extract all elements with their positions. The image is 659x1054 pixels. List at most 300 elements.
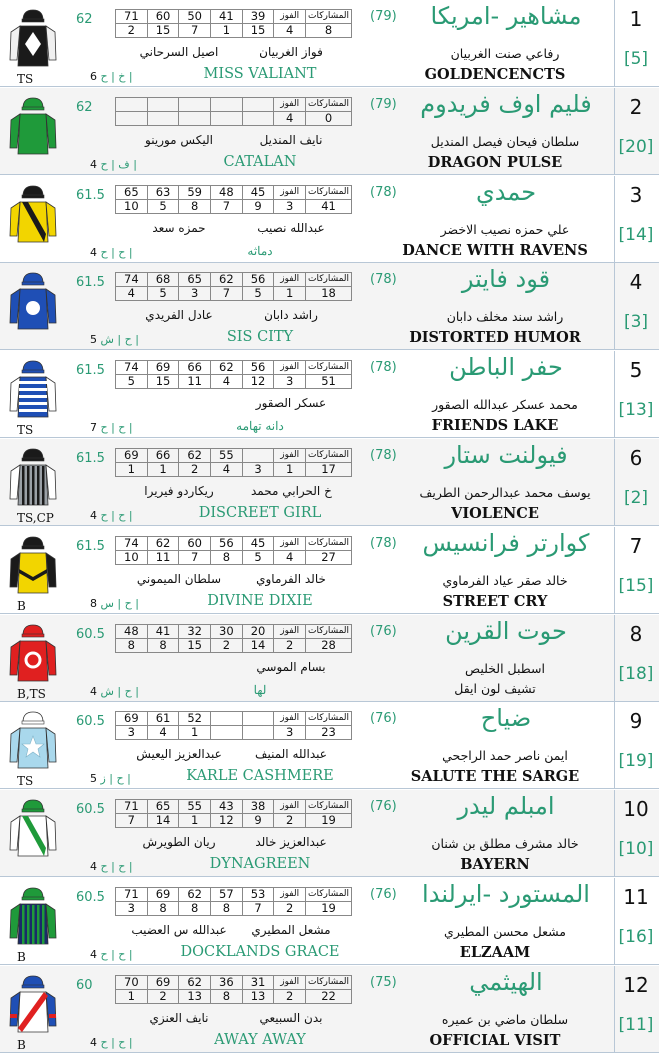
draw-position: [13] [618, 400, 654, 421]
jockey-silk-icon [8, 623, 58, 685]
stats-bottom-row [116, 199, 352, 213]
stat-cell: 70 [116, 975, 148, 989]
age-number: 4 [90, 157, 97, 171]
jockey-name: راشد دابان [264, 308, 318, 323]
carried-weight: 61.5 [76, 451, 105, 466]
wins-count: 3 [274, 199, 306, 213]
stat-cell: 55 [211, 449, 243, 463]
horse-number: 12 [623, 972, 649, 997]
medication-code: TS [17, 423, 34, 438]
stat-cell: 7 [116, 814, 148, 828]
stat-cell: 30 [211, 624, 243, 638]
age-number: 8 [90, 596, 97, 610]
age-code: ح | ح | [100, 1035, 133, 1049]
wins-count: 4 [274, 24, 306, 38]
form-stats-table [115, 799, 352, 828]
stat-cell: 50 [179, 10, 211, 24]
runs-count: 28 [306, 638, 352, 652]
form-stats-table [115, 711, 352, 740]
column-divider [614, 176, 615, 262]
stat-cell: 69 [147, 361, 179, 375]
age-number: 4 [90, 509, 97, 522]
stat-cell [242, 712, 274, 726]
form-stats-table [115, 97, 352, 126]
sire-name: BAYERN [460, 856, 530, 874]
stat-cell: 61 [147, 712, 179, 726]
stat-cell: 62 [147, 536, 179, 550]
stat-cell: 48 [211, 185, 243, 199]
jockey-silk-icon [8, 184, 58, 246]
carried-weight: 60.5 [76, 802, 105, 818]
horse-number: 3 [629, 182, 643, 207]
runs-count: 17 [306, 463, 352, 477]
stat-cell: 3 [179, 287, 211, 301]
dam-name: AWAY AWAY [214, 1031, 306, 1048]
stat-cell [116, 111, 148, 125]
stat-cell: 69 [147, 975, 179, 989]
owner-name: محمد عسكر عبدالله الصقور [432, 397, 578, 413]
horse-row [0, 439, 659, 526]
dam-name: DYNAGREEN [209, 856, 311, 873]
owner-name: رفاعي صنت الغربيان [450, 46, 560, 61]
age-code: ح | ح | [100, 860, 133, 874]
draw-position: [5] [623, 49, 649, 69]
sire-name: VIOLENCE [451, 505, 539, 522]
stat-cell: 36 [211, 975, 243, 989]
stat-cell: 9 [242, 199, 274, 213]
stat-cell: 48 [116, 624, 148, 638]
owner-name: مشعل محسن المطيري [444, 924, 566, 939]
wins-header: الفوز [274, 888, 306, 902]
trainer-name: سلطان الميموني [136, 571, 222, 586]
draw-position: [15] [618, 575, 654, 596]
wins-count: 1 [274, 463, 306, 477]
wins-header: الفوز [274, 712, 306, 726]
runs-header: المشاركات [306, 97, 352, 111]
stat-cell: 2 [147, 989, 179, 1003]
stat-cell: 1 [211, 24, 243, 38]
horse-name: كوارتر فرانسيس [422, 528, 590, 557]
jockey-name: خ الحرابي محمد [251, 484, 332, 498]
stat-cell: 63 [147, 185, 179, 199]
age-code: ح | ح | [100, 421, 133, 435]
carried-weight: 61.5 [76, 187, 105, 203]
stats-top-row [116, 624, 352, 638]
horse-rating: (76) [370, 799, 397, 815]
stat-cell: 15 [147, 375, 179, 389]
stats-top-row [116, 800, 352, 814]
trainer-name: عبدالله س العضيب [131, 923, 227, 937]
wins-header: الفوز [274, 975, 306, 989]
stat-cell: 65 [147, 800, 179, 814]
jockey-silk-icon [8, 710, 58, 772]
stat-cell: 7 [211, 287, 243, 301]
column-divider [614, 878, 615, 964]
stat-cell: 71 [116, 800, 148, 814]
horse-number: 9 [629, 709, 643, 734]
stats-bottom-row [116, 638, 352, 652]
trainer-name: عادل الفريدي [145, 308, 213, 323]
medication-code: B,TS [17, 686, 46, 701]
trainer-name: نايف العنزي [149, 1010, 209, 1025]
stat-cell: 45 [242, 185, 274, 199]
stat-cell: 5 [242, 287, 274, 301]
sire-name: SALUTE THE SARGE [410, 768, 580, 786]
owner-name: اسطبل الخليص [465, 660, 545, 676]
carried-weight: 61.5 [76, 538, 105, 554]
age-sex-info [90, 246, 133, 259]
runs-count: 19 [306, 814, 352, 828]
medication-code: B [17, 950, 26, 964]
horse-rating: (76) [370, 887, 397, 902]
sire-name: تشيف لون ايقل [454, 680, 536, 696]
stat-cell: 13 [179, 989, 211, 1003]
carried-weight: 62 [76, 12, 93, 27]
runs-header: المشاركات [306, 361, 352, 375]
sire-name: DANCE WITH RAVENS [402, 241, 588, 259]
column-divider [614, 351, 615, 437]
age-code: ح | ش | [100, 684, 139, 698]
horse-name: الهيثمي [469, 967, 543, 996]
runs-count: 0 [306, 111, 352, 125]
horse-number: 4 [629, 270, 643, 295]
owner-name: سلطان فيحان فيصل المنديل [430, 133, 580, 149]
stat-cell: 74 [116, 361, 148, 375]
owner-name: يوسف محمد عبدالرحمن الطريف [419, 485, 591, 500]
stat-cell: 55 [179, 800, 211, 814]
stats-top-row [116, 97, 352, 111]
dam-name: DOCKLANDS GRACE [180, 944, 340, 960]
age-number: 4 [90, 1035, 97, 1049]
wins-count: 4 [274, 550, 306, 564]
owner-name: راشد سند مخلف دابان [446, 309, 564, 325]
stat-cell: 14 [147, 814, 179, 828]
jockey-silk-icon [8, 8, 58, 70]
draw-position: [18] [618, 663, 654, 684]
sire-name: ELZAAM [459, 944, 531, 961]
horse-rating: (78) [370, 184, 397, 200]
carried-weight: 60.5 [76, 714, 105, 730]
stat-cell: 8 [179, 902, 211, 916]
stat-cell: 32 [179, 624, 211, 638]
age-sex-info [90, 70, 133, 83]
draw-position: [19] [618, 751, 654, 772]
stat-cell: 71 [116, 10, 148, 24]
horse-rating: (79) [370, 96, 397, 112]
dam-name: SIS CITY [226, 329, 294, 346]
stat-cell: 5 [242, 550, 274, 564]
wins-count: 2 [274, 902, 306, 916]
age-sex-info [90, 333, 139, 346]
age-sex-info [90, 421, 133, 434]
carried-weight: 62 [76, 99, 93, 115]
stat-cell: 31 [242, 975, 274, 989]
stat-cell [242, 726, 274, 740]
jockey-silk-icon [8, 96, 58, 158]
stat-cell: 8 [147, 902, 179, 916]
stats-bottom-row [116, 111, 352, 125]
stat-cell: 74 [116, 536, 148, 550]
stat-cell: 56 [242, 273, 274, 287]
dam-name: DISCREET GIRL [198, 505, 322, 521]
stat-cell: 1 [116, 463, 148, 477]
runs-header: المشاركات [306, 712, 352, 726]
stats-bottom-row [116, 989, 352, 1003]
stats-bottom-row [116, 902, 352, 916]
stats-top-row [116, 449, 352, 463]
stat-cell [242, 97, 274, 111]
medication-code: B [17, 598, 26, 613]
stat-cell: 8 [116, 638, 148, 652]
horse-name: مشاهير -امريكا [430, 2, 582, 30]
horse-rating: (76) [370, 623, 397, 639]
age-number: 5 [90, 333, 97, 347]
jockey-name: عبدالله نصيب [257, 220, 325, 235]
form-stats-table [115, 272, 352, 301]
horse-name: حفر الباطن [449, 353, 563, 382]
stat-cell: 65 [179, 273, 211, 287]
stat-cell: 2 [211, 638, 243, 652]
jockey-name: مشعل المطيري [251, 923, 331, 937]
stats-top-row [116, 273, 352, 287]
stats-top-row [116, 361, 352, 375]
column-divider [614, 0, 615, 86]
stats-bottom-row [116, 24, 352, 38]
column-divider [614, 702, 615, 788]
stat-cell: 7 [242, 902, 274, 916]
owner-name: خالد مشرف مطلق بن شنان [431, 836, 579, 852]
horse-row [0, 966, 659, 1053]
stat-cell: 1 [179, 814, 211, 828]
carried-weight: 60.5 [76, 626, 105, 642]
stat-cell: 13 [242, 989, 274, 1003]
horse-rating: (78) [370, 360, 397, 376]
horse-name: امبلم ليدر [457, 792, 555, 821]
trainer-name: اصيل السرحاني [139, 45, 219, 59]
horse-number: 8 [629, 621, 643, 646]
stat-cell [242, 449, 274, 463]
runs-count: 22 [306, 989, 352, 1003]
wins-count: 2 [274, 814, 306, 828]
dam-name: CATALAN [223, 153, 297, 170]
stats-top-row [116, 536, 352, 550]
age-sex-info [90, 509, 133, 522]
jockey-silk-icon [8, 359, 58, 421]
stat-cell: 57 [211, 888, 243, 902]
dam-name: دانه تهامه [236, 419, 284, 434]
stat-cell: 41 [147, 624, 179, 638]
wins-header: الفوز [274, 10, 306, 24]
jockey-name: فواز الغربيان [259, 45, 323, 59]
age-sex-info [90, 860, 133, 873]
stat-cell: 69 [116, 449, 148, 463]
trainer-name: ريكاردو فيريرا [144, 484, 214, 498]
carried-weight: 60 [76, 977, 93, 993]
column-divider [614, 88, 615, 174]
jockey-silk-icon [8, 974, 58, 1036]
stat-cell: 66 [147, 449, 179, 463]
stat-cell: 1 [147, 463, 179, 477]
stat-cell: 3 [116, 902, 148, 916]
stat-cell: 52 [179, 712, 211, 726]
runs-count: 19 [306, 902, 352, 916]
age-number: 4 [90, 948, 97, 961]
age-number: 6 [90, 70, 97, 83]
stats-top-row [116, 888, 352, 902]
age-number: 4 [90, 860, 97, 874]
jockey-name: عبدالله المنيف [255, 747, 327, 762]
stat-cell: 1 [179, 726, 211, 740]
wins-header: الفوز [274, 97, 306, 111]
stat-cell [179, 111, 211, 125]
horse-row [0, 615, 659, 702]
draw-position: [10] [618, 839, 654, 860]
draw-position: [14] [618, 224, 654, 245]
jockey-name: عبدالعزيز خالد [255, 835, 327, 850]
stat-cell: 69 [147, 888, 179, 902]
horse-row [0, 702, 659, 789]
age-code: ف | ح | [100, 157, 137, 171]
stats-bottom-row [116, 463, 352, 477]
wins-header: الفوز [274, 449, 306, 463]
runs-count: 41 [306, 199, 352, 213]
sire-name: GOLDENCENCTS [424, 66, 566, 83]
stat-cell [179, 97, 211, 111]
age-number: 4 [90, 684, 97, 698]
stat-cell: 20 [242, 624, 274, 638]
sire-name: STREET CRY [442, 592, 548, 610]
stat-cell: 45 [242, 536, 274, 550]
horse-rating: (78) [370, 448, 397, 463]
carried-weight: 61.5 [76, 363, 105, 379]
stat-cell: 62 [211, 273, 243, 287]
stat-cell [147, 97, 179, 111]
stats-bottom-row [116, 550, 352, 564]
carried-weight: 61.5 [76, 275, 105, 291]
stat-cell: 2 [116, 24, 148, 38]
runs-header: المشاركات [306, 185, 352, 199]
wins-header: الفوز [274, 800, 306, 814]
stat-cell: 60 [147, 10, 179, 24]
horse-row [0, 790, 659, 877]
jockey-name: خالد الفرماوي [256, 571, 326, 586]
stat-cell: 4 [147, 726, 179, 740]
age-number: 4 [90, 245, 97, 259]
age-sex-info [90, 772, 131, 785]
stat-cell: 8 [211, 902, 243, 916]
stat-cell: 5 [147, 287, 179, 301]
stat-cell: 14 [242, 638, 274, 652]
horse-rating: (76) [370, 711, 397, 727]
horse-number: 10 [623, 797, 649, 822]
horse-name: المستورد -ايرلندا [422, 880, 590, 908]
horse-name: ضياح [480, 704, 532, 733]
trainer-name: اليكس مورينو [145, 132, 213, 147]
stat-cell: 74 [116, 273, 148, 287]
stats-top-row [116, 10, 352, 24]
stat-cell [211, 97, 243, 111]
stat-cell [211, 111, 243, 125]
carried-weight: 60.5 [76, 890, 105, 905]
draw-position: [20] [618, 136, 654, 157]
stat-cell: 69 [116, 712, 148, 726]
runs-header: المشاركات [306, 273, 352, 287]
wins-count: 3 [274, 375, 306, 389]
dam-name: KARLE CASHMERE [186, 768, 334, 785]
wins-count: 1 [274, 287, 306, 301]
stat-cell [211, 712, 243, 726]
runs-header: المشاركات [306, 624, 352, 638]
age-code: ح | ش | [100, 333, 139, 347]
form-stats-table [115, 887, 352, 916]
stat-cell: 4 [211, 375, 243, 389]
stat-cell: 8 [211, 550, 243, 564]
owner-name: سلطان ماضي بن عميره [441, 1011, 569, 1027]
trainer-name: عبدالعزيز اليعيش [136, 747, 222, 762]
draw-position: [16] [618, 927, 654, 947]
stat-cell: 11 [179, 375, 211, 389]
stat-cell: 39 [242, 10, 274, 24]
runs-header: المشاركات [306, 10, 352, 24]
sire-name: FRIENDS LAKE [431, 417, 559, 435]
age-code: خ | ح | [100, 70, 133, 83]
horse-name: حمدي [475, 177, 537, 206]
age-sex-info [90, 597, 139, 610]
stat-cell: 5 [147, 199, 179, 213]
horse-rating: (78) [370, 535, 397, 551]
stat-cell: 2 [179, 463, 211, 477]
stat-cell: 15 [147, 24, 179, 38]
dam-name: DIVINE DIXIE [207, 592, 313, 609]
stat-cell: 62 [179, 888, 211, 902]
sire-name: OFFICIAL VISIT [429, 1031, 561, 1049]
age-sex-info [90, 158, 137, 171]
horse-name: فليم اوف فريدوم [420, 89, 592, 118]
stat-cell: 62 [211, 361, 243, 375]
stat-cell: 15 [179, 638, 211, 652]
age-code: ح | ز | [100, 772, 131, 786]
runs-header: المشاركات [306, 536, 352, 550]
stat-cell: 4 [211, 463, 243, 477]
stats-top-row [116, 712, 352, 726]
dam-name: دماثه [247, 243, 273, 258]
stat-cell: 38 [242, 800, 274, 814]
stat-cell: 8 [211, 989, 243, 1003]
column-divider [614, 615, 615, 701]
stat-cell: 9 [242, 814, 274, 828]
wins-count: 2 [274, 638, 306, 652]
age-number: 5 [90, 772, 97, 786]
stat-cell [242, 111, 274, 125]
column-divider [614, 527, 615, 613]
horse-number: 2 [629, 94, 643, 119]
stat-cell: 15 [242, 24, 274, 38]
column-divider [614, 439, 615, 525]
owner-name: خالد صقر عياد الفرماوي [442, 572, 568, 588]
horse-row [0, 0, 659, 87]
age-code: ح | ح | [100, 948, 133, 961]
sire-name: DISTORTED HUMOR [409, 329, 581, 347]
jockey-silk-icon [8, 886, 58, 948]
stat-cell: 7 [179, 24, 211, 38]
wins-header: الفوز [274, 536, 306, 550]
jockey-silk-icon [8, 798, 58, 860]
age-code: ح | س | [100, 596, 139, 610]
stat-cell: 7 [179, 550, 211, 564]
runs-header: المشاركات [306, 449, 352, 463]
stats-bottom-row [116, 375, 352, 389]
stat-cell [147, 111, 179, 125]
